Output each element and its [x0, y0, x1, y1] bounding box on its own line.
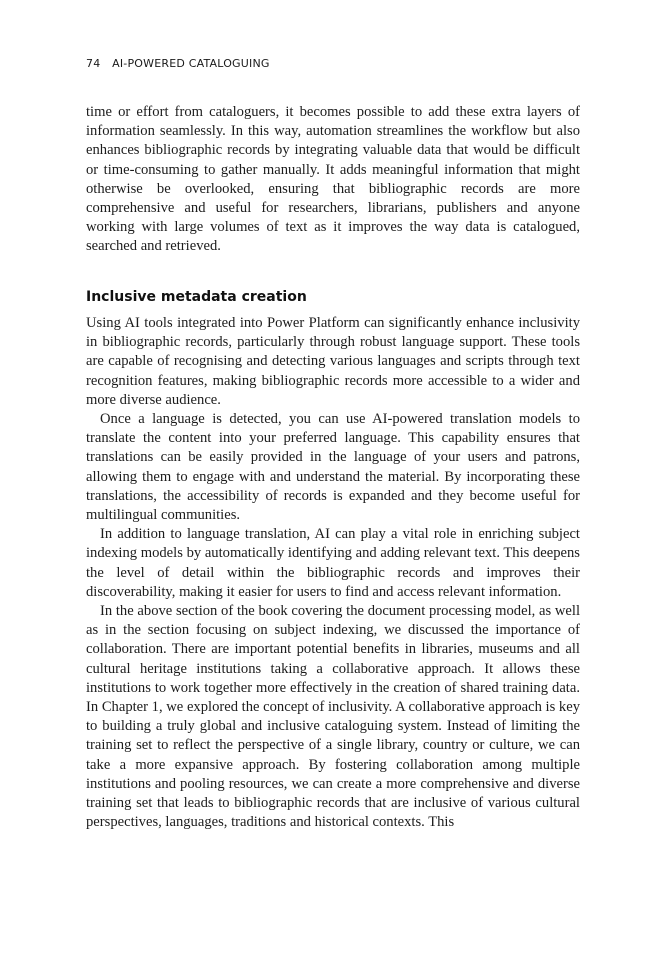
continued-paragraph: time or effort from cataloguers, it becomes possible to add these extra layers of information seamlessly. In this way, automation streamlines the workflow but also enhances bibliographic records by integrating valuable data that would be difficult or time-consuming to gather manually. It adds meaningful information that might otherwise be overlooked, ensuring that bibliographic records are more comprehensive and useful for researchers, librarians, publishers and anyone working with large volumes of text as it improves the way data is catalogued, searched and retrieved. [86, 104, 580, 255]
page-number: 74 [86, 57, 101, 70]
running-head [86, 57, 270, 70]
running-head-title: AI-POWERED CATALOGUING [112, 57, 270, 70]
body-paragraph: In addition to language translation, AI can play a vital role in enriching subject indexing models by automatically identifying and adding relevant text. This deepens the level of detail within the bibliographic records and improves their discoverability, making it easier for users to find and access relevant information. [86, 526, 580, 600]
body-paragraph: In the above section of the book covering the document processing model, as well as in the section focusing on subject indexing, we discussed the importance of collaboration. There are important potential benefits in libraries, museums and all cultural heritage institutions taking a collaborative approach. It allows these institutions to work together more effectively in the creation of shared training data. In Chapter 1, we explored the concept of inclusivity. A collaborative approach is key to building a truly global and inclusive cataloguing system. Instead of limiting the training set to reflect the perspective of a single library, country or culture, we can take a more expansive approach. By fostering collaboration among multiple institutions and pooling resources, we can create a more comprehensive and diverse training set that leads to bibliographic records that are inclusive of various cultural perspectives, languages, traditions and historical contexts. This [86, 603, 580, 831]
section-body [86, 314, 580, 832]
body-paragraph: Once a language is detected, you can use AI-powered translation models to translate the content into your preferred language. This capability ensures that translations can be easily provided in the language of your users and patrons, allowing them to engage with and understand the material. By incorporating these translations, the accessibility of records is expanded and they become useful for multilingual communities. [86, 411, 580, 524]
body-paragraph: Using AI tools integrated into Power Platform can significantly enhance inclusivity in bibliographic records, particularly through robust language support. These tools are capable of recognising and detecting various languages and scripts through text recognition features, making bibliographic records more accessible to a wider and more diverse audience. [86, 315, 580, 408]
section-heading: Inclusive metadata creation [86, 289, 307, 305]
continued-text-block [86, 103, 580, 257]
